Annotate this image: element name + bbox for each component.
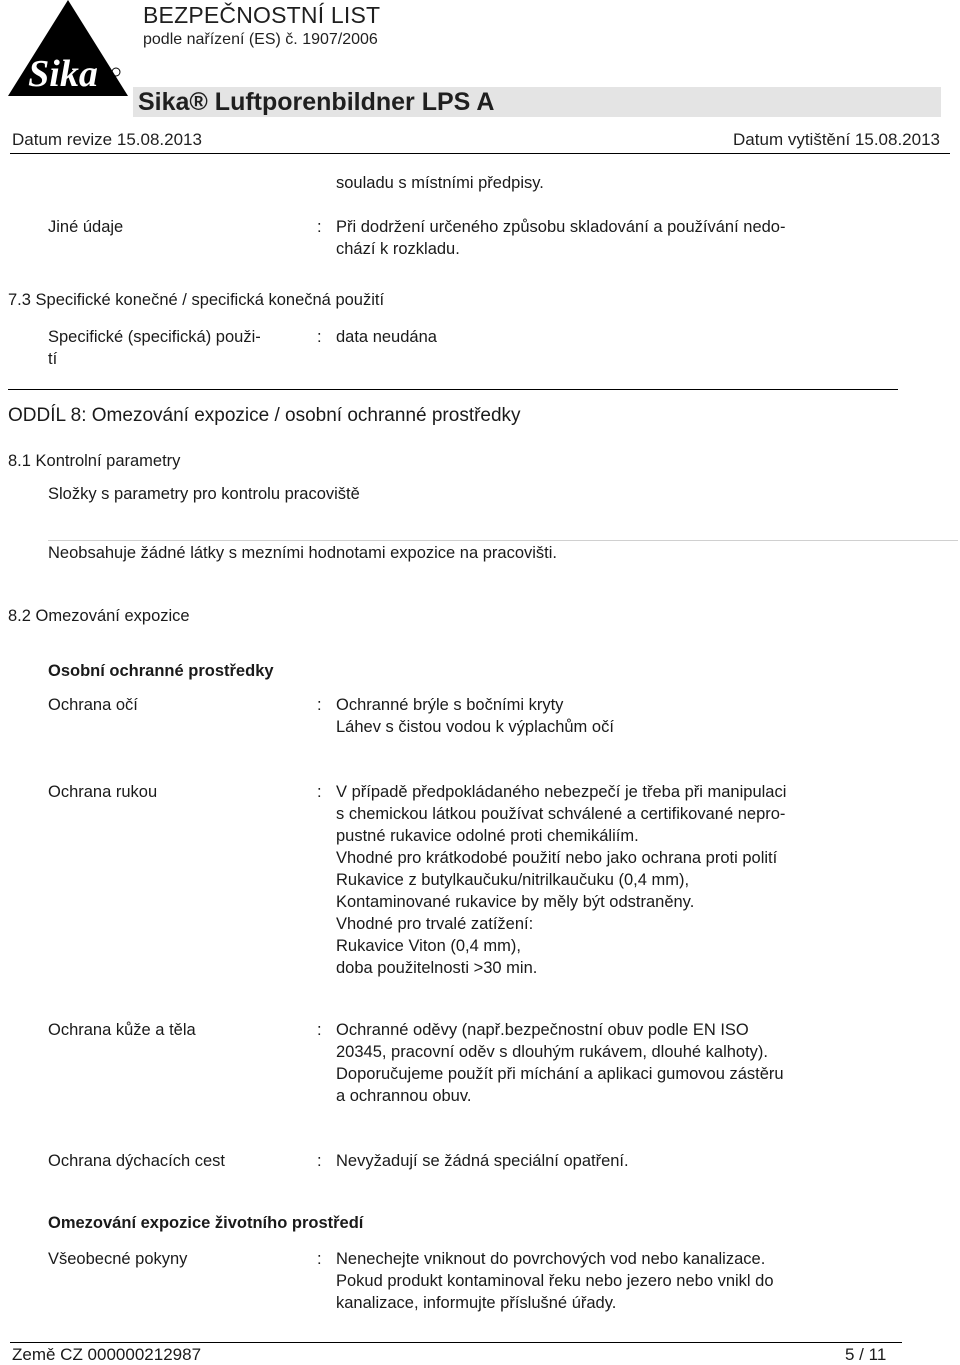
- sika-logo: [8, 0, 128, 96]
- other-info-value: Při dodržení určeného způsobu skladování a používání nedo- chází k rozkladu.: [336, 218, 786, 258]
- hand-protection-label: Ochrana rukou: [48, 783, 158, 801]
- footer-divider: [10, 1342, 902, 1343]
- colon: :: [317, 1152, 322, 1170]
- colon: :: [317, 1250, 322, 1268]
- colon: :: [317, 218, 322, 236]
- revision-date: Datum revize 15.08.2013: [12, 130, 202, 149]
- eye-protection-label: Ochrana očí: [48, 696, 138, 714]
- respiratory-protection-label: Ochrana dýchacích cest: [48, 1152, 226, 1170]
- footer-country-code: Země CZ 000000212987: [12, 1345, 202, 1364]
- colon: :: [317, 328, 322, 346]
- page-number: 5 / 11: [845, 1345, 887, 1364]
- section-7-3-title: 7.3 Specifické konečné / specifická konečná použití: [8, 291, 385, 309]
- workplace-parameters-subtitle: Složky s parametry pro kontrolu pracoviště: [48, 485, 360, 503]
- general-advice-value: Nenechejte vniknout do povrchových vod nebo kanalizace. Pokud produkt kontaminoval řeku nebo jezero nebo vnikl do kanalizace, informujte příslušné úřady.: [336, 1250, 774, 1312]
- other-info-label: Jiné údaje: [48, 218, 124, 236]
- colon: :: [317, 783, 322, 801]
- print-date: Datum vytištění 15.08.2013: [733, 130, 940, 149]
- eye-protection-value: Ochranné brýle s bočními kryty Láhev s čistou vodou k výplachům očí: [336, 696, 614, 736]
- colon: :: [317, 1021, 322, 1039]
- skin-protection-value: Ochranné oděvy (např.bezpečnostní obuv podle EN ISO 20345, pracovní oděv s dlouhým rukávem, dlouhé kalhoty). Doporučujeme použít při míchání a aplikaci gumovou zástěru a ochrannou obuv.: [336, 1021, 784, 1105]
- respiratory-protection-value: Nevyžadují se žádná speciální opatření.: [336, 1152, 629, 1170]
- section-8-title: ODDÍL 8: Omezování expozice / osobní ochranné prostředky: [8, 405, 521, 426]
- section-8-2-title: 8.2 Omezování expozice: [8, 607, 190, 625]
- specific-use-value: data neudána: [336, 328, 437, 346]
- section-8-1-title: 8.1 Kontrolní parametry: [8, 452, 181, 470]
- document-title: BEZPEČNOSTNÍ LIST: [143, 2, 381, 28]
- skin-protection-label: Ochrana kůže a těla: [48, 1021, 196, 1039]
- ppe-title: Osobní ochranné prostředky: [48, 662, 274, 680]
- logo-text: Sika: [28, 53, 98, 95]
- hand-protection-value: V případě předpokládaného nebezpečí je třeba při manipulaci s chemickou látkou používat schválené a certifikované nepro- pustné rukavice odolné proti chemikáliím. Vhodné pro krátkodobé použití nebo jako ochrana proti polití Rukavice z butylkaučuku/nitrilkaučuku (0,4 mm), Kontaminované rukavice by měly být odstraněny. Vhodné pro trvalé zatížení: Rukavice Viton (0,4 mm), doba použitelnosti >30 min.: [336, 783, 787, 977]
- header-divider: [10, 153, 950, 154]
- section-divider: [8, 389, 898, 390]
- carry-over-text: souladu s místními předpisy.: [336, 174, 544, 192]
- specific-use-label: Specifické (specifická) použi- tí: [48, 328, 261, 368]
- general-advice-label: Všeobecné pokyny: [48, 1250, 188, 1268]
- environment-exposure-title: Omezování expozice životního prostředí: [48, 1214, 364, 1232]
- colon: :: [317, 696, 322, 714]
- table-rule: [48, 540, 958, 541]
- product-name: Sika® Luftporenbildner LPS A: [138, 88, 495, 116]
- document-subtitle: podle nařízení (ES) č. 1907/2006: [143, 31, 378, 48]
- no-exposure-limits-text: Neobsahuje žádné látky s mezními hodnotami expozice na pracovišti.: [48, 544, 558, 562]
